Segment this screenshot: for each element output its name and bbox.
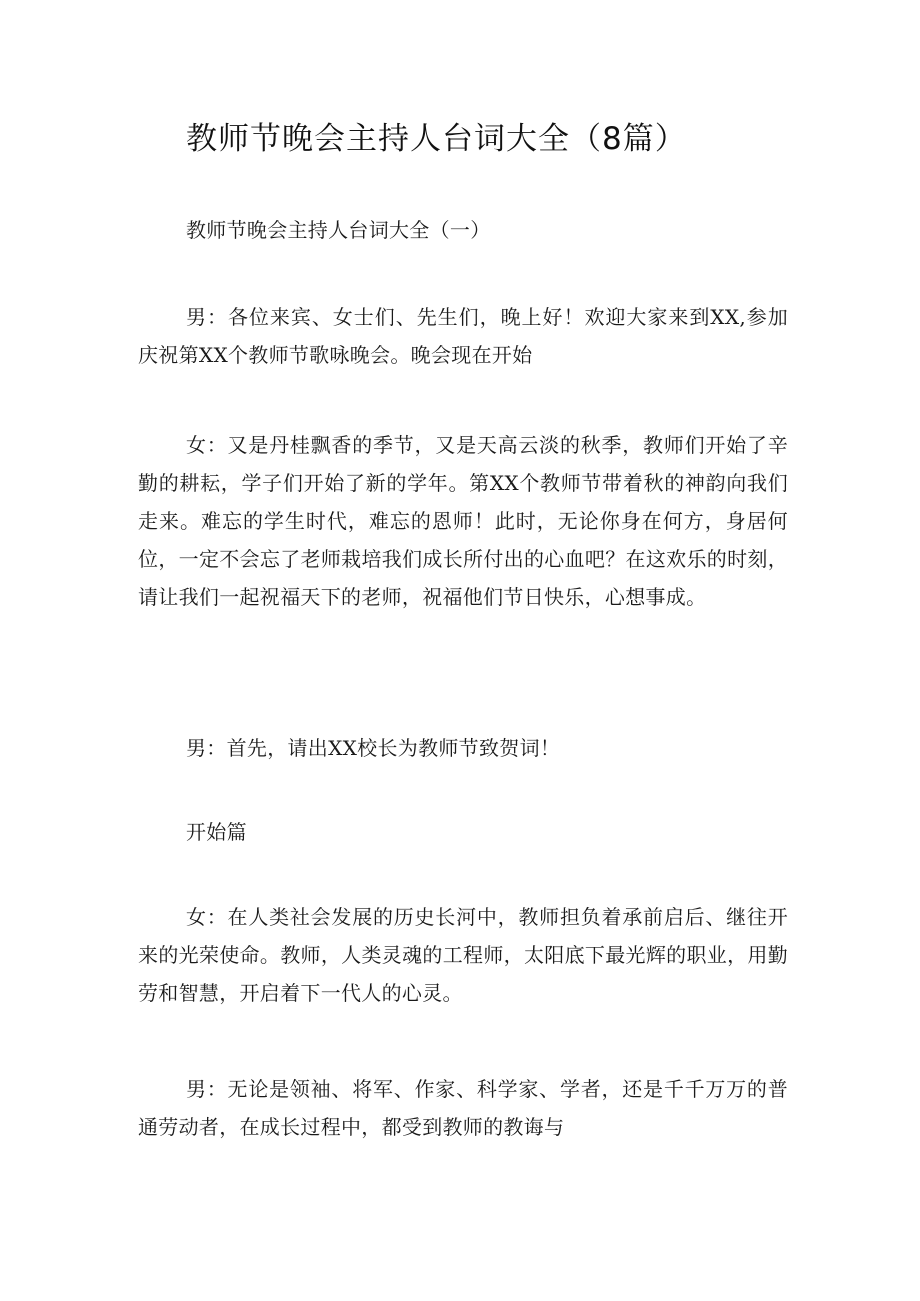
document-title: 教师节晚会主持人台词大全（8篇） [186,121,687,157]
section-heading: 教师节晚会主持人台词大全（一） [186,218,491,242]
paragraph: 男：各位来宾、女士们、先生们，晚上好！欢迎大家来到XX,参加庆祝第XX个教师节歌咏晚会。晚会现在开始 [138,305,788,367]
paragraph: 男：首先，请出XX校长为教师节致贺词！ [186,736,561,760]
paragraph: 女：在人类社会发展的历史长河中，教师担负着承前启后、继往开来的光荣使命。教师，人类灵魂的工程师，太阳底下最光辉的职业，用勤劳和智慧，开启着下一代人的心灵。 [138,905,788,1005]
paragraph: 女：又是丹桂飘香的季节，又是天高云淡的秋季，教师们开始了辛勤的耕耘，学子们开始了新的学年。第XX个教师节带着秋的神韵向我们走来。难忘的学生时代，难忘的恩师！此时，无论你身在何方，身居何位，一定不会忘了老师栽培我们成长所付出的心血吧？在这欢乐的时刻，请让我们一起祝福天下的老师，祝福他们节日快乐，心想事成。 [138,433,788,609]
section-label: 开始篇 [186,820,247,844]
paragraph: 男：无论是领袖、将军、作家、科学家、学者，还是千千万万的普通劳动者，在成长过程中，都受到教师的教诲与 [138,1077,788,1139]
